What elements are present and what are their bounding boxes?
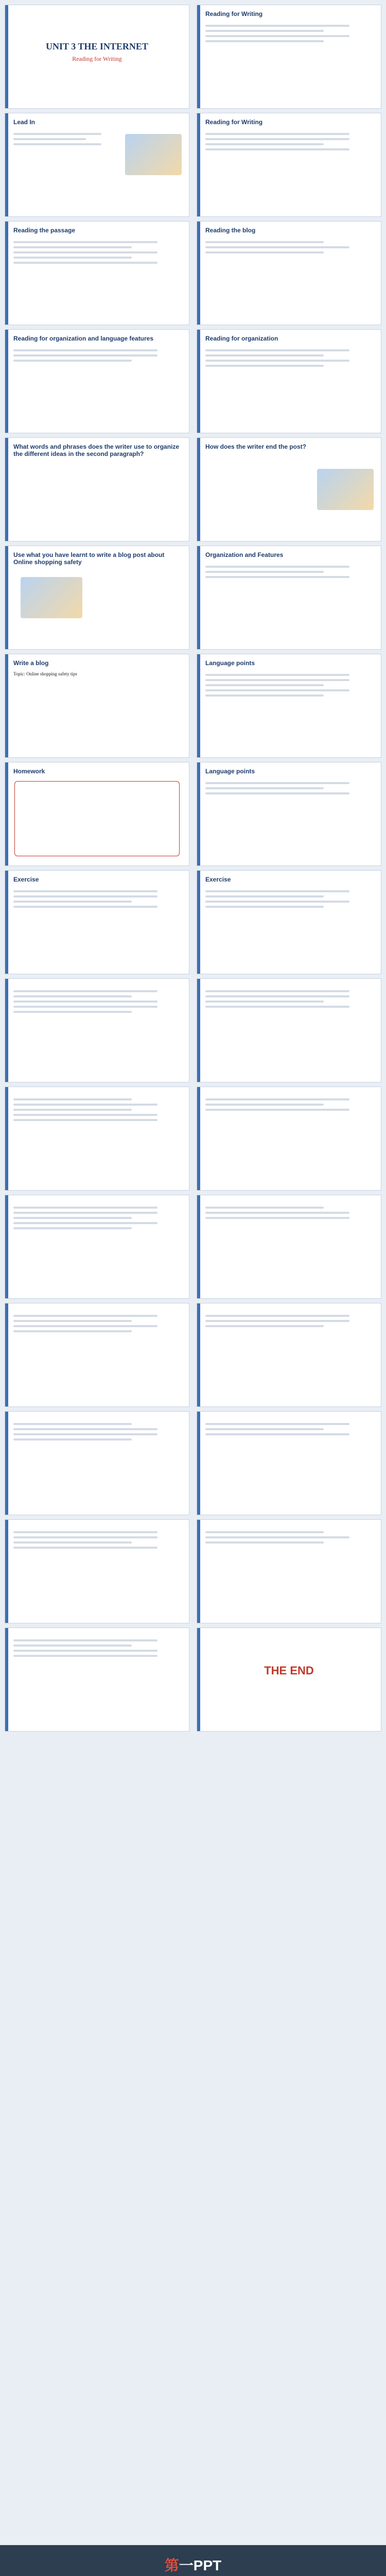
slide — [5, 1195, 189, 1298]
title-block — [5, 41, 189, 63]
slide — [5, 1628, 189, 1731]
slide-accent-bar — [197, 546, 200, 649]
end-title: THE END — [264, 1664, 314, 1677]
slide-accent-bar — [197, 222, 200, 325]
slide — [197, 654, 381, 757]
slide-accent-bar — [197, 1195, 200, 1298]
slide-accent-bar — [5, 1412, 8, 1515]
slide-heading: Reading for organization — [205, 335, 278, 342]
slide — [5, 438, 189, 541]
slide-body — [205, 1204, 375, 1222]
slide — [5, 1303, 189, 1406]
slide — [197, 1303, 381, 1406]
slide-accent-bar — [197, 871, 200, 974]
slide-accent-bar — [197, 654, 200, 757]
slide-accent-bar — [197, 1412, 200, 1515]
slide-title — [5, 5, 189, 108]
slide-image — [21, 577, 82, 618]
slide-heading: Write a blog — [13, 659, 49, 667]
slide-body — [13, 987, 183, 1016]
slide-accent-bar — [5, 113, 8, 216]
slide-heading: Exercise — [13, 876, 39, 883]
slide-body — [13, 130, 117, 148]
slide-heading: Homework — [13, 768, 45, 775]
slide-body — [205, 1528, 375, 1547]
slide-body — [13, 887, 183, 911]
slide — [5, 1087, 189, 1190]
slide-accent-bar — [197, 1520, 200, 1623]
slide-accent-bar — [5, 762, 8, 866]
slide-heading: Reading for Writing — [205, 10, 263, 18]
slide-image — [317, 469, 374, 510]
slide-accent-bar — [5, 654, 8, 757]
slide — [5, 762, 189, 866]
slide-accent-bar — [197, 762, 200, 866]
slide-heading: How does the writer end the post? — [205, 443, 307, 450]
slide-body — [205, 238, 375, 257]
slide-heading: Language points — [205, 768, 255, 775]
slide — [5, 1412, 189, 1515]
slide-body — [205, 671, 375, 700]
slide — [5, 546, 189, 649]
slide-heading: Reading for organization and language features — [13, 335, 154, 342]
slide — [197, 979, 381, 1082]
slide-accent-bar — [5, 546, 8, 649]
slide-accent-bar — [5, 1628, 8, 1731]
slide-heading: Reading the blog — [205, 227, 256, 234]
slide — [197, 113, 381, 216]
slide-accent-bar — [5, 1520, 8, 1623]
slide — [5, 871, 189, 974]
slide — [197, 438, 381, 541]
slide-body — [205, 1420, 375, 1438]
slide-accent-bar — [197, 1087, 200, 1190]
slide-body — [13, 1636, 183, 1660]
slide-accent-bar — [197, 438, 200, 541]
slide-heading: What words and phrases does the writer use to organize the different ideas in the second paragraph? — [13, 443, 180, 457]
slide-accent-bar — [5, 871, 8, 974]
slide-accent-bar — [197, 1303, 200, 1406]
slide-body — [13, 1528, 183, 1552]
slide — [5, 330, 189, 433]
slide-image — [125, 134, 182, 175]
slide-accent-bar — [5, 1195, 8, 1298]
slide-heading: Reading for Writing — [205, 118, 263, 126]
slide — [197, 762, 381, 866]
slide-end — [197, 1628, 381, 1731]
brand-logo-right: 一PPT — [179, 2557, 222, 2573]
slide-body — [13, 238, 183, 267]
slide-accent-bar — [197, 330, 200, 433]
slide-accent-bar — [5, 222, 8, 325]
slide-heading: Reading the passage — [13, 227, 76, 234]
slide — [197, 5, 381, 108]
slide-body — [205, 779, 375, 798]
slide-body — [205, 563, 375, 581]
brand-logo-left: 第 — [164, 2557, 179, 2573]
slide-accent-bar — [5, 438, 8, 541]
slide-body — [205, 987, 375, 1011]
slide-accent-bar — [197, 979, 200, 1082]
slide-heading: Language points — [205, 659, 255, 667]
slide — [5, 113, 189, 216]
slide-heading: Organization and Features — [205, 551, 284, 558]
slide-accent-bar — [197, 5, 200, 108]
slide-body — [13, 1204, 183, 1232]
slide — [197, 871, 381, 974]
slide-accent-bar — [197, 1628, 200, 1731]
slide-heading: Lead In — [13, 118, 36, 126]
brand-banner — [0, 2545, 386, 2576]
slide-body — [13, 1312, 183, 1335]
slide — [197, 330, 381, 433]
slide-accent-bar — [197, 113, 200, 216]
slide-body — [205, 1095, 375, 1114]
slide-body — [205, 1312, 375, 1330]
slide-accent-bar — [5, 979, 8, 1082]
slide — [197, 222, 381, 325]
slide-accent-bar — [5, 1087, 8, 1190]
slide — [5, 654, 189, 757]
deck-title: UNIT 3 THE INTERNET — [46, 41, 148, 52]
slide — [197, 1520, 381, 1623]
slide-body — [205, 887, 375, 911]
slide — [197, 1412, 381, 1515]
homework-box — [14, 781, 180, 856]
slide — [5, 1520, 189, 1623]
slide-body — [205, 130, 375, 154]
deck-subtitle: Reading for Writing — [72, 55, 122, 62]
slide-body — [13, 1420, 183, 1444]
slide-body — [13, 671, 183, 677]
slide-accent-bar — [5, 330, 8, 433]
slide-body — [13, 346, 183, 365]
slide — [197, 1087, 381, 1190]
slide — [197, 1195, 381, 1298]
slide-body — [205, 22, 375, 45]
slide-topic: Topic: Online shopping safety tips — [13, 671, 77, 676]
slide-accent-bar — [5, 1303, 8, 1406]
slide-heading: Use what you have learnt to write a blog post about Online shopping safety — [13, 551, 165, 566]
slide — [5, 979, 189, 1082]
end-block — [197, 1664, 381, 1677]
slide-body — [13, 1095, 183, 1124]
slide-heading: Exercise — [205, 876, 231, 883]
brand-logo — [165, 2554, 221, 2575]
slide — [5, 222, 189, 325]
slide-body — [205, 346, 375, 370]
slide-grid — [5, 5, 381, 1731]
slide — [197, 546, 381, 649]
